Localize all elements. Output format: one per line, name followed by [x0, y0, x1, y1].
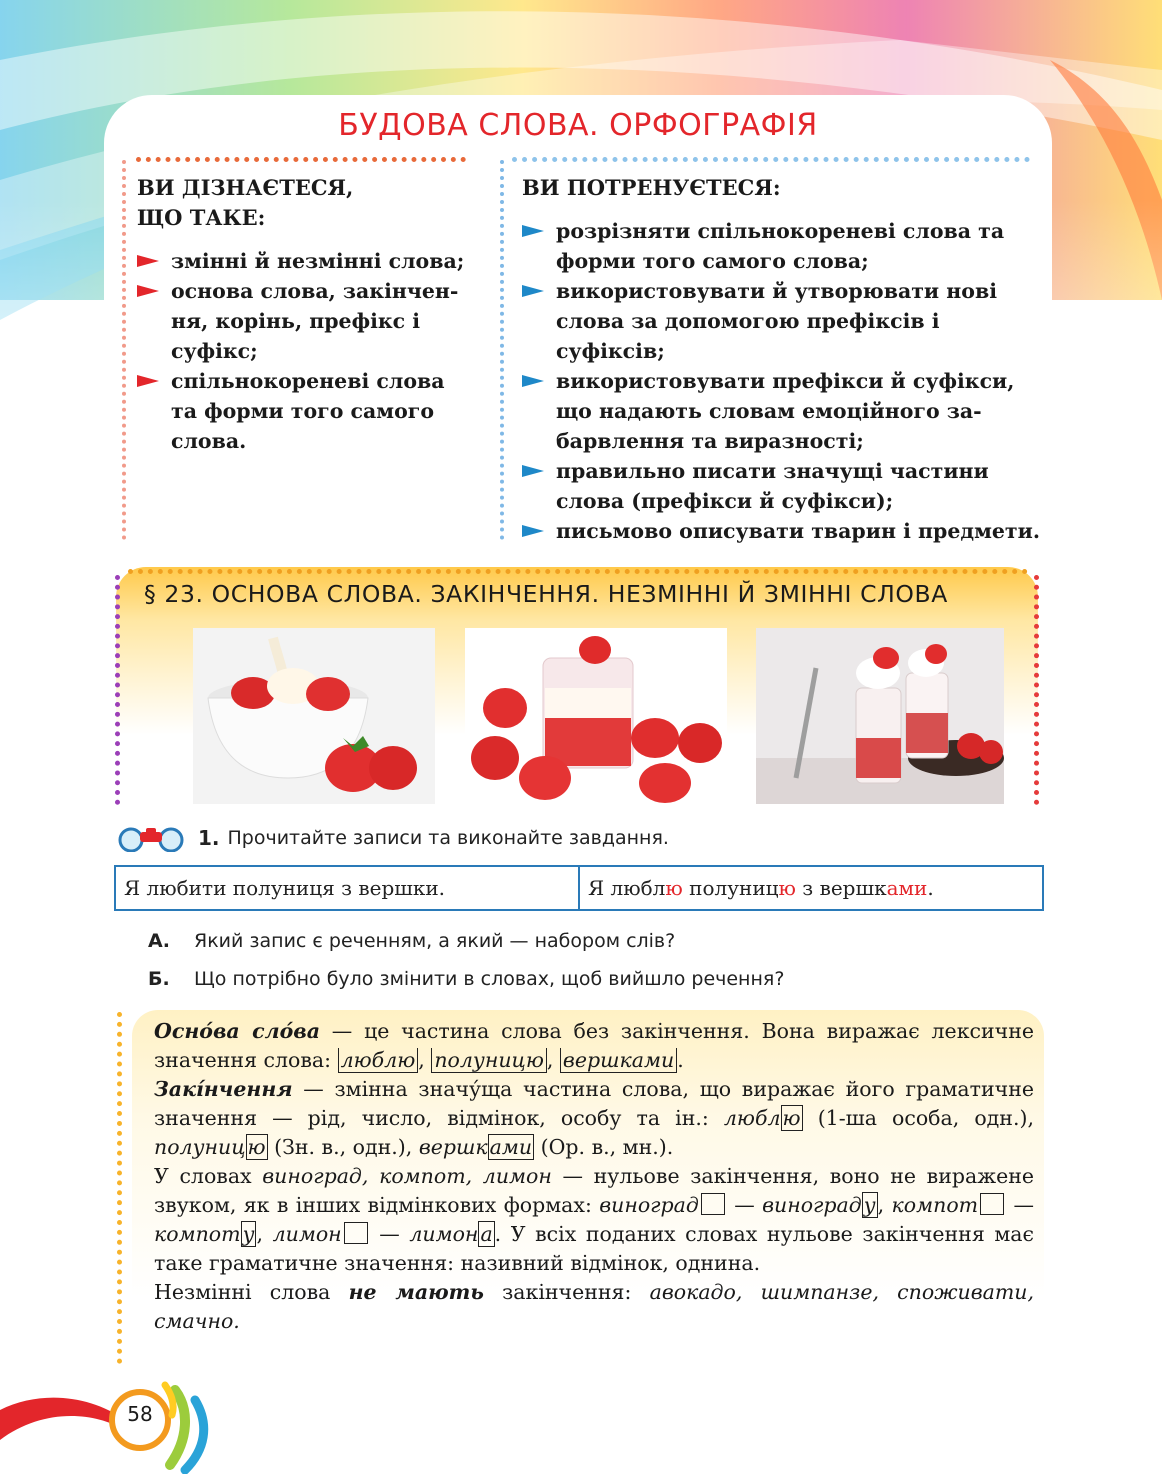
unit-title: БУДОВА СЛОВА. ОРФОГРАФІЯ [338, 108, 818, 143]
exercise-number: 1. [198, 826, 220, 850]
list-item: розрізняти спільнокореневі слова та форми того самого слова; [522, 216, 1052, 276]
rule-paragraph-zero-ending: У словах виноград, компот, лимон — нульове закінчення, воно не виражене звуком, як в інших відмінкових формах: виноград — винограду, компот — компоту, лимон — лимона. У всіх поданих словах нульове закінчення має таке граматичне значення: називний відмінок, однина. [154, 1164, 1035, 1275]
blue-triangle-bullet-icon [522, 225, 544, 237]
rainbow-dotted-border-left [115, 575, 120, 805]
rule-text [154, 1017, 1034, 1336]
comparison-table [114, 865, 1044, 911]
page-number-decoration [0, 1370, 230, 1474]
photo-strawberry-dessert-glass [465, 628, 727, 804]
exercise-header [116, 824, 669, 852]
blue-triangle-bullet-icon [522, 375, 544, 387]
blue-triangle-bullet-icon [522, 525, 544, 537]
practice-heading: ВИ ПОТРЕНУЄТЕСЯ: [522, 175, 781, 200]
learn-heading-line1: ВИ ДІЗНАЄТЕСЯ, [137, 175, 354, 200]
rule-paragraph-stem: Осно́ва сло́ва — це частина слова без закінчення. Вона виражає лексичне значення слова: люблю , полуницю , вершками . [154, 1019, 1034, 1072]
list-item: письмово описувати тварин і предмети. [522, 516, 1052, 546]
rainbow-dotted-border-right [1034, 575, 1039, 805]
paragraph-title: § 23. ОСНОВА СЛОВА. ЗАКІНЧЕННЯ. НЕЗМІННІ Й ЗМІННІ СЛОВА [144, 580, 948, 608]
red-triangle-bullet-icon [137, 375, 159, 387]
binoculars-icon [116, 824, 186, 852]
list-item: основа слова, закінчен- ня, корінь, префікс і суфікс; [137, 276, 487, 366]
learn-heading [137, 173, 353, 233]
rule-paragraph-invariable: Незмінні слова не мають закінчення: авокадо, шимпанзе, споживати, смачно. [154, 1280, 1035, 1333]
rainbow-dotted-border-top [128, 569, 1028, 574]
red-triangle-bullet-icon [137, 285, 159, 297]
photo-strawberry-parfaits [756, 628, 1004, 804]
practice-list [522, 216, 1052, 546]
blue-triangle-bullet-icon [522, 465, 544, 477]
photo-strawberries-cream-bowl [193, 628, 435, 804]
rule-dotted-border [117, 1012, 122, 1364]
list-item: використовувати префікси й суфікси, що надають словам емоційного за- барвлення та виразності; [522, 366, 1052, 456]
dotted-divider-right [512, 157, 1030, 162]
empty-ending-box [980, 1193, 1004, 1215]
list-item: правильно писати значущі частини слова (префікси й суфікси); [522, 456, 1052, 516]
blue-triangle-bullet-icon [522, 285, 544, 297]
table-cell-sentence: Я люблю полуницю з вершками. [579, 866, 1043, 910]
table-cell-word-set: Я любити полуниця з вершки. [115, 866, 579, 910]
empty-ending-box [701, 1193, 725, 1215]
exercise-instruction: Прочитайте записи та виконайте завдання. [227, 827, 669, 849]
learn-list [137, 246, 487, 456]
question-b: Б. Що потрібно було змінити в словах, щоб вийшло речення? [148, 968, 785, 990]
dotted-divider-left-vertical [122, 160, 126, 540]
page-number: 58 [127, 1402, 153, 1426]
dotted-divider-left [136, 157, 466, 162]
table-row [115, 866, 1043, 910]
empty-ending-box [344, 1222, 368, 1244]
red-triangle-bullet-icon [137, 255, 159, 267]
dotted-divider-middle-vertical [500, 160, 504, 540]
list-item: змінні й незмінні слова; [137, 246, 487, 276]
question-a: А. Який запис є реченням, а який — набором слів? [148, 930, 676, 952]
rule-paragraph-ending: Закі́нчення — змінна значу́ща частина слова, що виражає його граматичне значення — рід, число, відмінок, особу та ін.: люблю (1-ша особа, одн.), полуницю (Зн. в., одн.), вершками (Ор. в., мн.). [154, 1077, 1034, 1159]
list-item: спільнокореневі слова та форми того самого слова. [137, 366, 487, 456]
list-item: використовувати й утворювати нові слова за допомогою префіксів і суфіксів; [522, 276, 1052, 366]
learn-heading-line2: ЩО ТАКЕ: [137, 205, 266, 230]
